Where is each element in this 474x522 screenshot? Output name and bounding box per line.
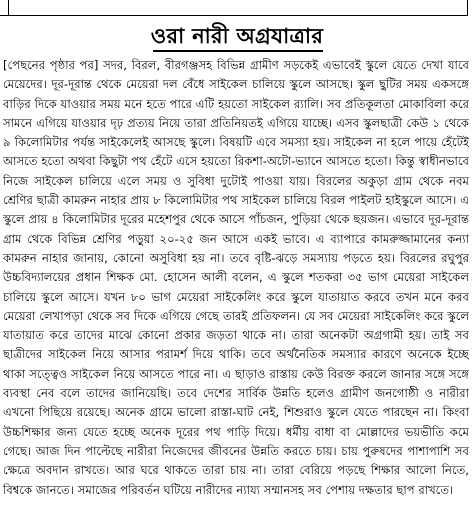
top-right-tick — [467, 0, 468, 16]
headline-text: ওরা নারী অগ্রযাত্রার — [150, 24, 324, 48]
top-left-tick — [8, 0, 9, 16]
top-horizontal-line — [0, 15, 468, 16]
continued-from-kicker: [ পেছনের পৃষ্ঠার পর ] — [3, 58, 98, 72]
headline-underline — [153, 50, 323, 52]
article-paragraph — [3, 56, 469, 500]
top-border-rule — [0, 0, 474, 20]
article-headline — [0, 22, 474, 50]
article-text: সদর, বিরল, বীরগঞ্জসহ বিভিন্ন গ্রামীণ সড়কেই এভাবেই স্কুলে যেতে দেখা যাবে মেয়েদের। দূর-দূরান্ত থেকে মেয়েরা দল বেঁধে সাইকেল চালিয়ে স্কুলে আসছে। স্কুল ছুটির সময় একসঙ্গে বাড়ির দিকে যাওয়ার সময় মনে হতে পারে এটি হয়তো সাইকেল র‍্যালি। সব প্রতিকূলতা মোকাবিলা করে সামনে এগিয়ে যাওয়ার দৃঢ় প্রত্যয় নিয়ে তারা প্রতিনিয়তই এগিয়ে যাচ্ছে। এসব স্কুলছাত্রী কেউ ১ থেকে ৯ কিলোমিটার পর্যন্ত সাইকেলেই আসছে স্কুলে। বিষয়টি এবে সমস্যা হয়। সাইকেল না হলে পায়ে হেঁটেই আসতে হতো অথবা কিছুটা পথ হেঁটে এসে হয়তো রিকশা-অটো-ভ্যানে আসতে হতো। কিন্তু স্বাধীনভাবে নিজে সাইকেল চালিয়ে এলে সময় ও সুবিধা দুটোই পাওয়া যায়। বিরলের অকুড়া গ্রাম থেকে নবম শ্রেণির ছাত্রী কামরুন নাহার প্রায় ৮ কিলোমিটার পথ সাইকেল চালিয়ে বিরল পাইলট হাইস্কুলে আসে। এ স্কুলে প্রায় ৪ কিলোমিটার দূরের মহেশপুর থেকে আসে পাঁচজন, পুড়িয়া থেকে ছয়জন। এভাবে দূর-দূরান্ত গ্রাম থেকে বিভিন্ন শ্রেণির পড়ুয়া ২০-২৫ জন আসে একই ভাবে। এ ব্যাপারে কামরুজ্জামানের কন্যা কামরুন নাহার জানায়, কোনো অসুবিধা হয় না। তবে বৃষ্টি-ঝড়ে সমস্যায় পড়তে হয়। বিরলের রঘুপুর উচ্চবিদ্যালয়ের প্রধান শিক্ষক মো. হোসেন আলী বলেন, এ স্কুলে শতকরা ৩৫ ভাগ মেয়েরা সাইকেল চালিয়ে স্কুলে আসে। যখন ৮০ ভাগ মেয়েরা সাইকেলিং করে স্কুলে যাতায়াত করবে তখন মনে করব মেয়েরা লেখাপড়া থেকে সব দিকে এগিয়ে গেছে তারই প্রতিফলন। যে সব মেয়েরা সাইকেলিং করে স্কুলে যাতায়াত করে তাদের মাঝে কোনো প্রকার জড়তা থাকে না। তারা অনেকটা অগ্রগামী হয়। তাই সব ছাত্রীদের সাইকেল নিয়ে আসার পরামর্শ দিয়ে থাকি। তবে অর্থনৈতিক সমস্যার কারণে অনেকে ইচ্ছে থাকা সত্ত্বেও সাইকেল নিয়ে আসতে পারে না। এ ছাড়াও রাস্তায় কেউ বিরক্ত করলে জানার সঙ্গে সঙ্গে ব্যবস্থা নেব বলে তাদের জানিয়েছি। তবে দেশের সার্বিক উন্নতি হলেও গ্রামীণ জনগোষ্ঠী ও নারীরা এখনো পিছিয়ে রয়েছে। অনেক গ্রামে ভালো রাস্তা-ঘাট নেই, শিশুরাও স্কুলে যেতে পারছেন না। কিংবা উচ্চশিক্ষার জন্য যেতে হচ্ছে অনেক দূরের পথ পাড়ি দিয়ে। ধর্মীয় বাধা বা মোল্লাদের ভয়ভীতি কমে গেছে। আজ দিন পাল্টেছে নারীরা নিজেদের জীবনের উন্নতি করতে চায়। চায় পুরুষদের পাশাপাশি সব ক্ষেত্রে অবদান রাখতে। আর ঘরে থাকতে তারা চায় না। তারা বেরিয়ে পড়ছে শিক্ষার আলো নিতে, বিশ্বকে জানতে। সমাজের পরিবর্তন ঘটিয়ে নারীদের ন্যায্য সম্মানসহ সব পেশায় দক্ষতার ছাপ রাখতে। — [3, 58, 469, 497]
article-body — [3, 56, 469, 520]
